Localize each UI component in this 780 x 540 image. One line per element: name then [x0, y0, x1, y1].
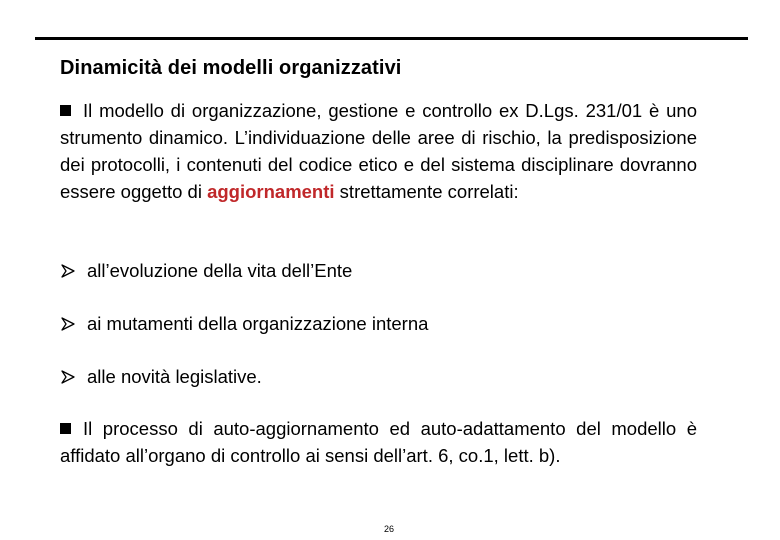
sub-item-mutamenti	[60, 310, 428, 337]
paragraph-text-after: strettamente correlati:	[334, 181, 519, 202]
paragraph-model-dynamic	[60, 97, 697, 205]
paragraph-text-before: Il modello di organizzazione, gestione e controllo ex D.Lgs. 231/01 è uno strumento dinamico. L’individuazione delle aree di rischio, la predisposizione dei protocolli, i contenuti del codice etico e del sistema disciplinare dovranno essere oggetto di	[60, 100, 697, 202]
sub-item-evoluzione	[60, 257, 352, 284]
top-divider	[35, 37, 748, 40]
sub-item-label: alle novità legislative.	[87, 366, 262, 387]
slide-title: Dinamicità dei modelli organizzativi	[60, 57, 402, 79]
sub-item-label: all’evoluzione della vita dell’Ente	[87, 260, 353, 281]
sub-item-novita	[60, 363, 262, 390]
arrow-right-icon	[60, 263, 76, 279]
square-bullet-icon	[60, 105, 71, 116]
paragraph-text: Il processo di auto-aggiornamento ed auto-adattamento del modello è affidato all’organo di controllo ai sensi dell’art. 6, co.1, lett. b).	[60, 418, 697, 466]
highlight-aggiornamenti: aggiornamenti	[207, 181, 335, 202]
paragraph-auto-aggiornamento	[60, 415, 697, 469]
square-bullet-icon	[60, 423, 71, 434]
page-number: 26	[384, 524, 395, 534]
arrow-right-icon	[60, 369, 76, 385]
arrow-right-icon	[60, 316, 76, 332]
sub-item-label: ai mutamenti della organizzazione interna	[87, 313, 429, 334]
